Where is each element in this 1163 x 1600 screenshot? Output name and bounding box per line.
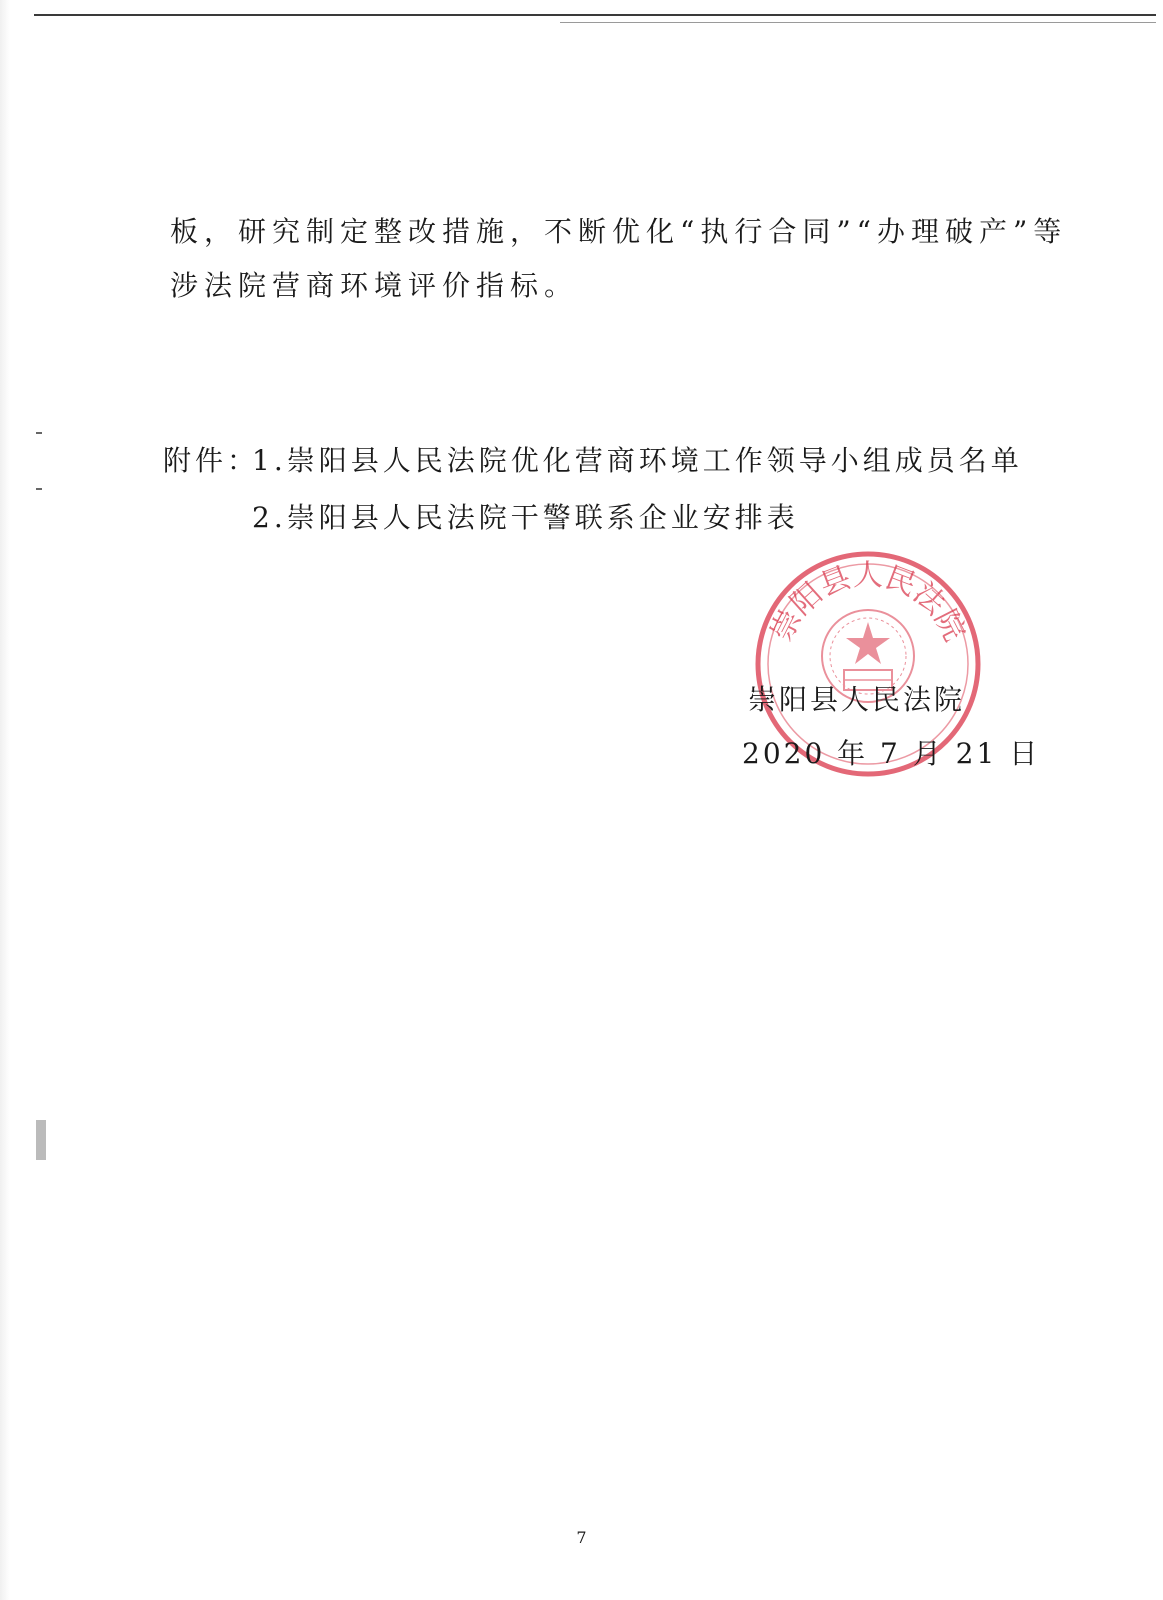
top-divider-line [34, 14, 1156, 16]
scan-mark [36, 432, 42, 434]
scan-edge-shadow [0, 0, 10, 1600]
top-divider-line-secondary [560, 22, 1156, 23]
attachment-item: 2.崇阳县人民法院干警联系企业安排表 [252, 501, 799, 534]
attachment-item: 1.崇阳县人民法院优化营商环境工作领导小组成员名单 [252, 444, 1023, 477]
paragraph-line: 板，研究制定整改措施，不断优化“执行合同”“办理破产”等 [170, 215, 1068, 248]
paragraph-line: 涉法院营商环境评价指标。 [170, 269, 579, 302]
issuer-name: 崇阳县人民法院 [748, 683, 966, 716]
issue-date: 2020 年 7 月 21 日 [742, 737, 1041, 770]
page-number: 7 [576, 1528, 587, 1547]
scan-mark [36, 488, 42, 490]
svg-text:崇阳县人民法院: 崇阳县人民法院 [764, 558, 972, 647]
attachments-label: 附件： [163, 444, 260, 477]
scan-mark [36, 1120, 46, 1160]
